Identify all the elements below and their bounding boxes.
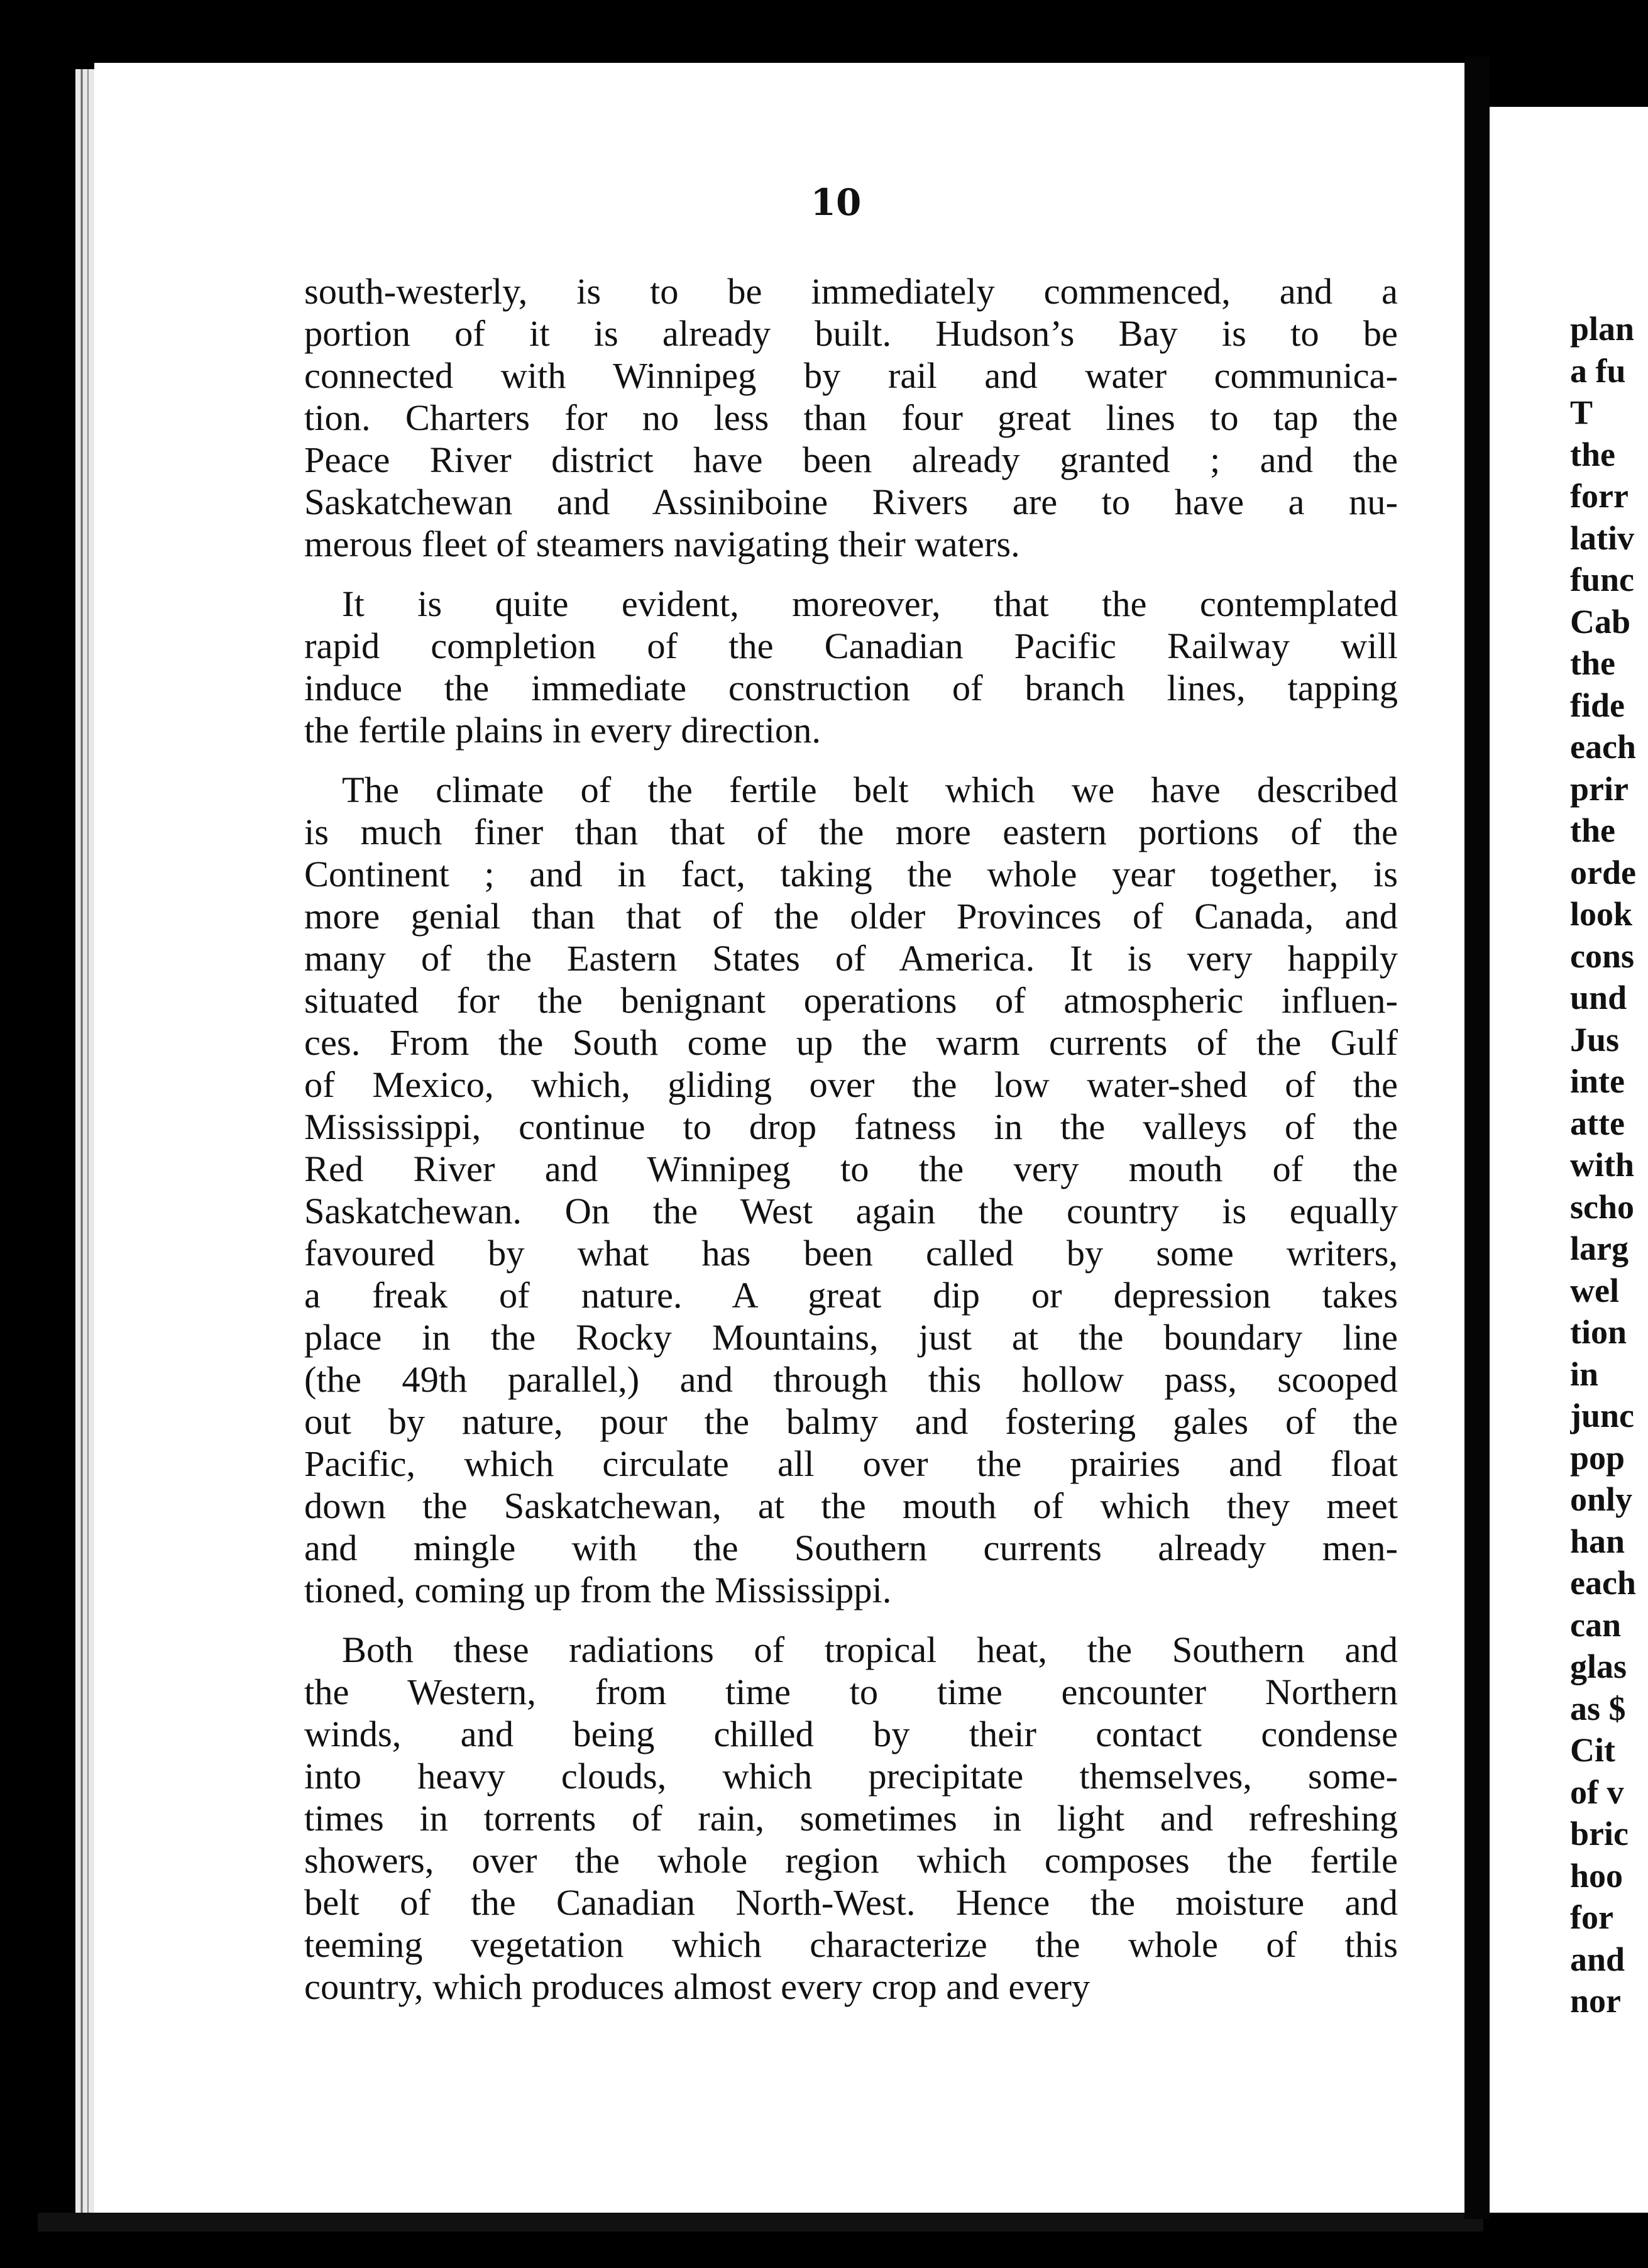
facing-page-fragment: lativ — [1570, 519, 1634, 557]
facing-page-fragment: forr — [1570, 477, 1629, 515]
text-line: ces. From the South come up the warm currents of the Gulf — [304, 1022, 1398, 1063]
text-line: country, which produces almost every crop and every — [304, 1966, 1090, 2007]
text-line: of Mexico, which, gliding over the low water-shed of the — [304, 1064, 1398, 1105]
facing-page-fragment: Jus — [1570, 1020, 1620, 1059]
facing-page-fragment: with — [1570, 1146, 1635, 1184]
facing-page-fragment: Cab — [1570, 602, 1631, 641]
text-line: times in torrents of rain, sometimes in light and refreshing — [304, 1798, 1398, 1839]
text-line: down the Saskatchewan, at the mouth of which they meet — [304, 1485, 1398, 1526]
facing-page-fragment: each — [1570, 728, 1636, 766]
page-stack-edge — [75, 69, 94, 2213]
text-line: favoured by what has been called by some writers, — [304, 1233, 1398, 1274]
facing-page-fragment: inte — [1570, 1062, 1625, 1100]
facing-page-fragment: for — [1570, 1898, 1613, 1936]
text-line: Pacific, which circulate all over the prairies and float — [304, 1443, 1398, 1484]
facing-page-fragment: each — [1570, 1564, 1636, 1602]
facing-page-fragment: look — [1570, 895, 1633, 933]
facing-page-fragment: nor — [1570, 1982, 1621, 2020]
facing-page-fragment: scho — [1570, 1187, 1635, 1226]
facing-page-fragment: han — [1570, 1522, 1625, 1560]
paragraph — [304, 1629, 1398, 2008]
facing-page-fragment: func — [1570, 561, 1635, 598]
text-line: many of the Eastern States of America. It is very happily — [304, 938, 1398, 979]
text-line: Peace River district have been already granted ; and the — [304, 439, 1398, 480]
facing-page-fragment: T — [1570, 394, 1593, 431]
text-line: Red River and Winnipeg to the very mouth of the — [304, 1148, 1398, 1189]
paragraph — [304, 769, 1398, 1611]
facing-page-fragment: junc — [1570, 1397, 1635, 1434]
facing-page-fragment: glas — [1570, 1648, 1627, 1685]
facing-page-fragment: can — [1570, 1605, 1621, 1644]
text-line: more genial than that of the older Provinces of Canada, and — [304, 896, 1398, 937]
paragraph — [304, 270, 1398, 565]
facing-page-fragment: und — [1570, 979, 1627, 1016]
text-line: Saskatchewan and Assiniboine Rivers are to have a nu- — [304, 482, 1398, 522]
text-line: situated for the benignant operations of atmospheric influen- — [304, 980, 1398, 1021]
text-line: induce the immediate construction of branch lines, tapping — [304, 668, 1398, 708]
text-line: out by nature, pour the balmy and fostering gales of the — [304, 1401, 1398, 1442]
text-line: the Western, from time to time encounter Northern — [304, 1671, 1398, 1712]
text-line: Mississippi, continue to drop fatness in the valleys of the — [304, 1106, 1398, 1147]
facing-page-fragment: atte — [1570, 1104, 1625, 1142]
facing-page-fragment: the — [1570, 644, 1615, 682]
facing-page-fragment: cons — [1570, 937, 1635, 975]
facing-page-fragment: fide — [1570, 686, 1625, 724]
facing-page-fragment: in — [1570, 1355, 1599, 1393]
text-line: Saskatchewan. On the West again the country is equally — [304, 1191, 1398, 1231]
facing-page-fragment: Cit — [1570, 1731, 1615, 1769]
text-line: It is quite evident, moreover, that the contemplated — [342, 583, 1398, 624]
text-line: south-westerly, is to be immediately commenced, and a — [304, 271, 1398, 312]
facing-page-fragment: wel — [1570, 1271, 1619, 1309]
facing-page-fragment: the — [1570, 435, 1615, 473]
facing-page-fragment: a fu — [1570, 351, 1626, 390]
text-line: winds, and being chilled by their contact condense — [304, 1714, 1398, 1754]
text-line: portion of it is already built. Hudson’s Bay is to be — [304, 313, 1398, 354]
text-line: tioned, coming up from the Mississippi. — [304, 1570, 892, 1610]
text-line: tion. Charters for no less than four great lines to tap the — [304, 397, 1398, 438]
facing-page-fragment: orde — [1570, 853, 1636, 891]
text-line: belt of the Canadian North-West. Hence the moisture and — [304, 1882, 1398, 1923]
facing-page-fragment: tion — [1570, 1313, 1627, 1351]
facing-page-fragment: larg — [1570, 1230, 1629, 1267]
text-line: the fertile plains in every direction. — [304, 710, 821, 751]
facing-page-fragment: the — [1570, 812, 1615, 849]
text-line: merous fleet of steamers navigating their waters. — [304, 524, 1020, 564]
facing-page-fragments — [1570, 308, 1648, 2022]
facing-page-fragment: prir — [1570, 769, 1629, 808]
text-line: The climate of the fertile belt which we have described — [342, 769, 1398, 810]
facing-page-fragment: plan — [1570, 310, 1635, 348]
facing-page-fragment: hoo — [1570, 1856, 1623, 1895]
facing-page-fragment: of v — [1570, 1773, 1624, 1811]
text-line: Continent ; and in fact, taking the whole year together, is — [304, 854, 1398, 895]
text-line: into heavy clouds, which precipitate themselves, some- — [304, 1756, 1398, 1797]
facing-page-fragment: only — [1570, 1480, 1633, 1518]
text-line: a freak of nature. A great dip or depression takes — [304, 1275, 1398, 1316]
text-line: rapid completion of the Canadian Pacific Railway will — [304, 625, 1398, 666]
text-line: showers, over the whole region which composes the fertile — [304, 1840, 1398, 1881]
text-line: teeming vegetation which characterize the whole of this — [304, 1924, 1398, 1965]
gutter-shadow — [1464, 57, 1490, 2219]
page-body-text — [304, 270, 1398, 2025]
facing-page-fragment: as $ — [1570, 1689, 1626, 1727]
paragraph — [304, 583, 1398, 751]
facing-page-fragment: and — [1570, 1940, 1625, 1978]
page-number: 10 — [810, 181, 862, 224]
text-line: and mingle with the Southern currents already men- — [304, 1528, 1398, 1568]
text-line: connected with Winnipeg by rail and water communica- — [304, 355, 1398, 396]
text-line: is much finer than that of the more eastern portions of the — [304, 812, 1398, 852]
text-line: (the 49th parallel,) and through this hollow pass, scooped — [304, 1359, 1398, 1400]
text-line: Both these radiations of tropical heat, the Southern and — [342, 1629, 1398, 1670]
facing-page-fragment: pop — [1570, 1438, 1625, 1477]
text-line: place in the Rocky Mountains, just at the boundary line — [304, 1317, 1398, 1358]
facing-page-fragment: bric — [1570, 1815, 1629, 1852]
